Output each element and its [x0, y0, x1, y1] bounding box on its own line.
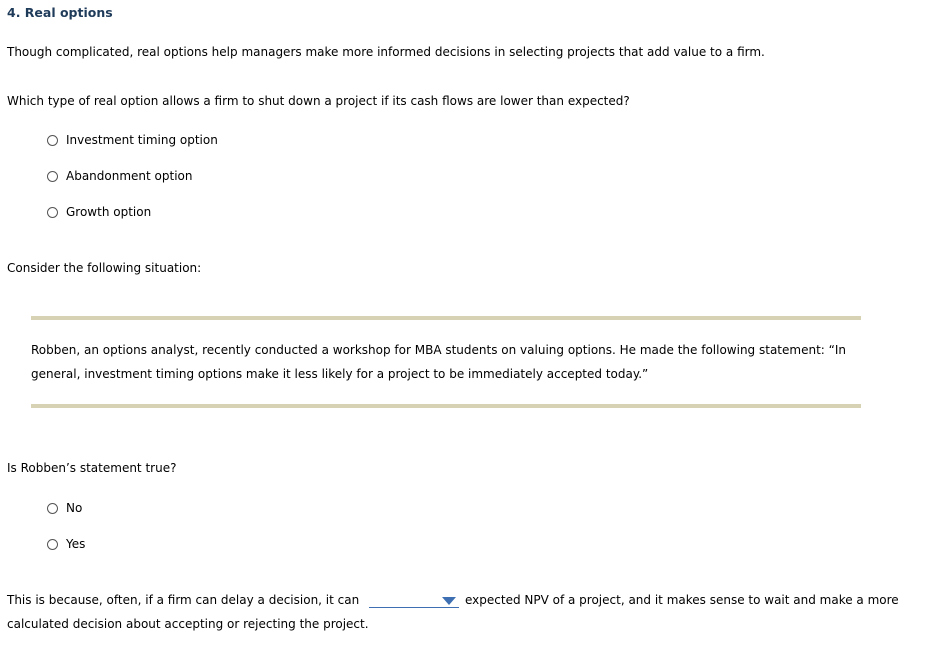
q1-option-growth[interactable] — [47, 205, 151, 219]
option-label: Abandonment option — [66, 169, 193, 183]
quote-line-1: Robben, an options analyst, recently conducted a workshop for MBA students on valuing options. He made the following statement: “In — [31, 343, 846, 357]
option-label: No — [66, 501, 83, 515]
radio-button-icon[interactable] — [47, 539, 58, 550]
quote-bottom-divider — [31, 404, 861, 408]
consider-text: Consider the following situation: — [7, 261, 202, 275]
q1-option-investment-timing[interactable] — [47, 133, 218, 147]
radio-button-icon[interactable] — [47, 171, 58, 182]
chevron-down-icon[interactable] — [442, 597, 456, 605]
radio-button-icon[interactable] — [47, 135, 58, 146]
q1-prompt: Which type of real option allows a firm to shut down a project if its cash flows are lower than expected? — [7, 94, 630, 108]
explanation-after-blank: expected NPV of a project, and it makes sense to wait and make a more — [465, 593, 899, 607]
quote-top-divider — [31, 316, 861, 320]
radio-button-icon[interactable] — [47, 503, 58, 514]
option-label: Investment timing option — [66, 133, 218, 147]
explanation-line-2: calculated decision about accepting or rejecting the project. — [7, 617, 369, 631]
q2-option-yes[interactable] — [47, 537, 85, 551]
q2-option-no[interactable] — [47, 501, 82, 515]
radio-button-icon[interactable] — [47, 207, 58, 218]
intro-text: Though complicated, real options help managers make more informed decisions in selecting projects that add value to a firm. — [7, 45, 765, 59]
q2-prompt: Is Robben’s statement true? — [7, 461, 177, 475]
option-label: Yes — [66, 537, 86, 551]
question-title: 4. Real options — [7, 5, 113, 20]
answer-dropdown[interactable] — [369, 594, 459, 608]
q1-option-abandonment[interactable] — [47, 169, 193, 183]
option-label: Growth option — [66, 205, 152, 219]
quote-line-2: general, investment timing options make it less likely for a project to be immediately accepted today.” — [31, 367, 649, 381]
explanation-before-blank: This is because, often, if a firm can delay a decision, it can — [7, 593, 360, 607]
